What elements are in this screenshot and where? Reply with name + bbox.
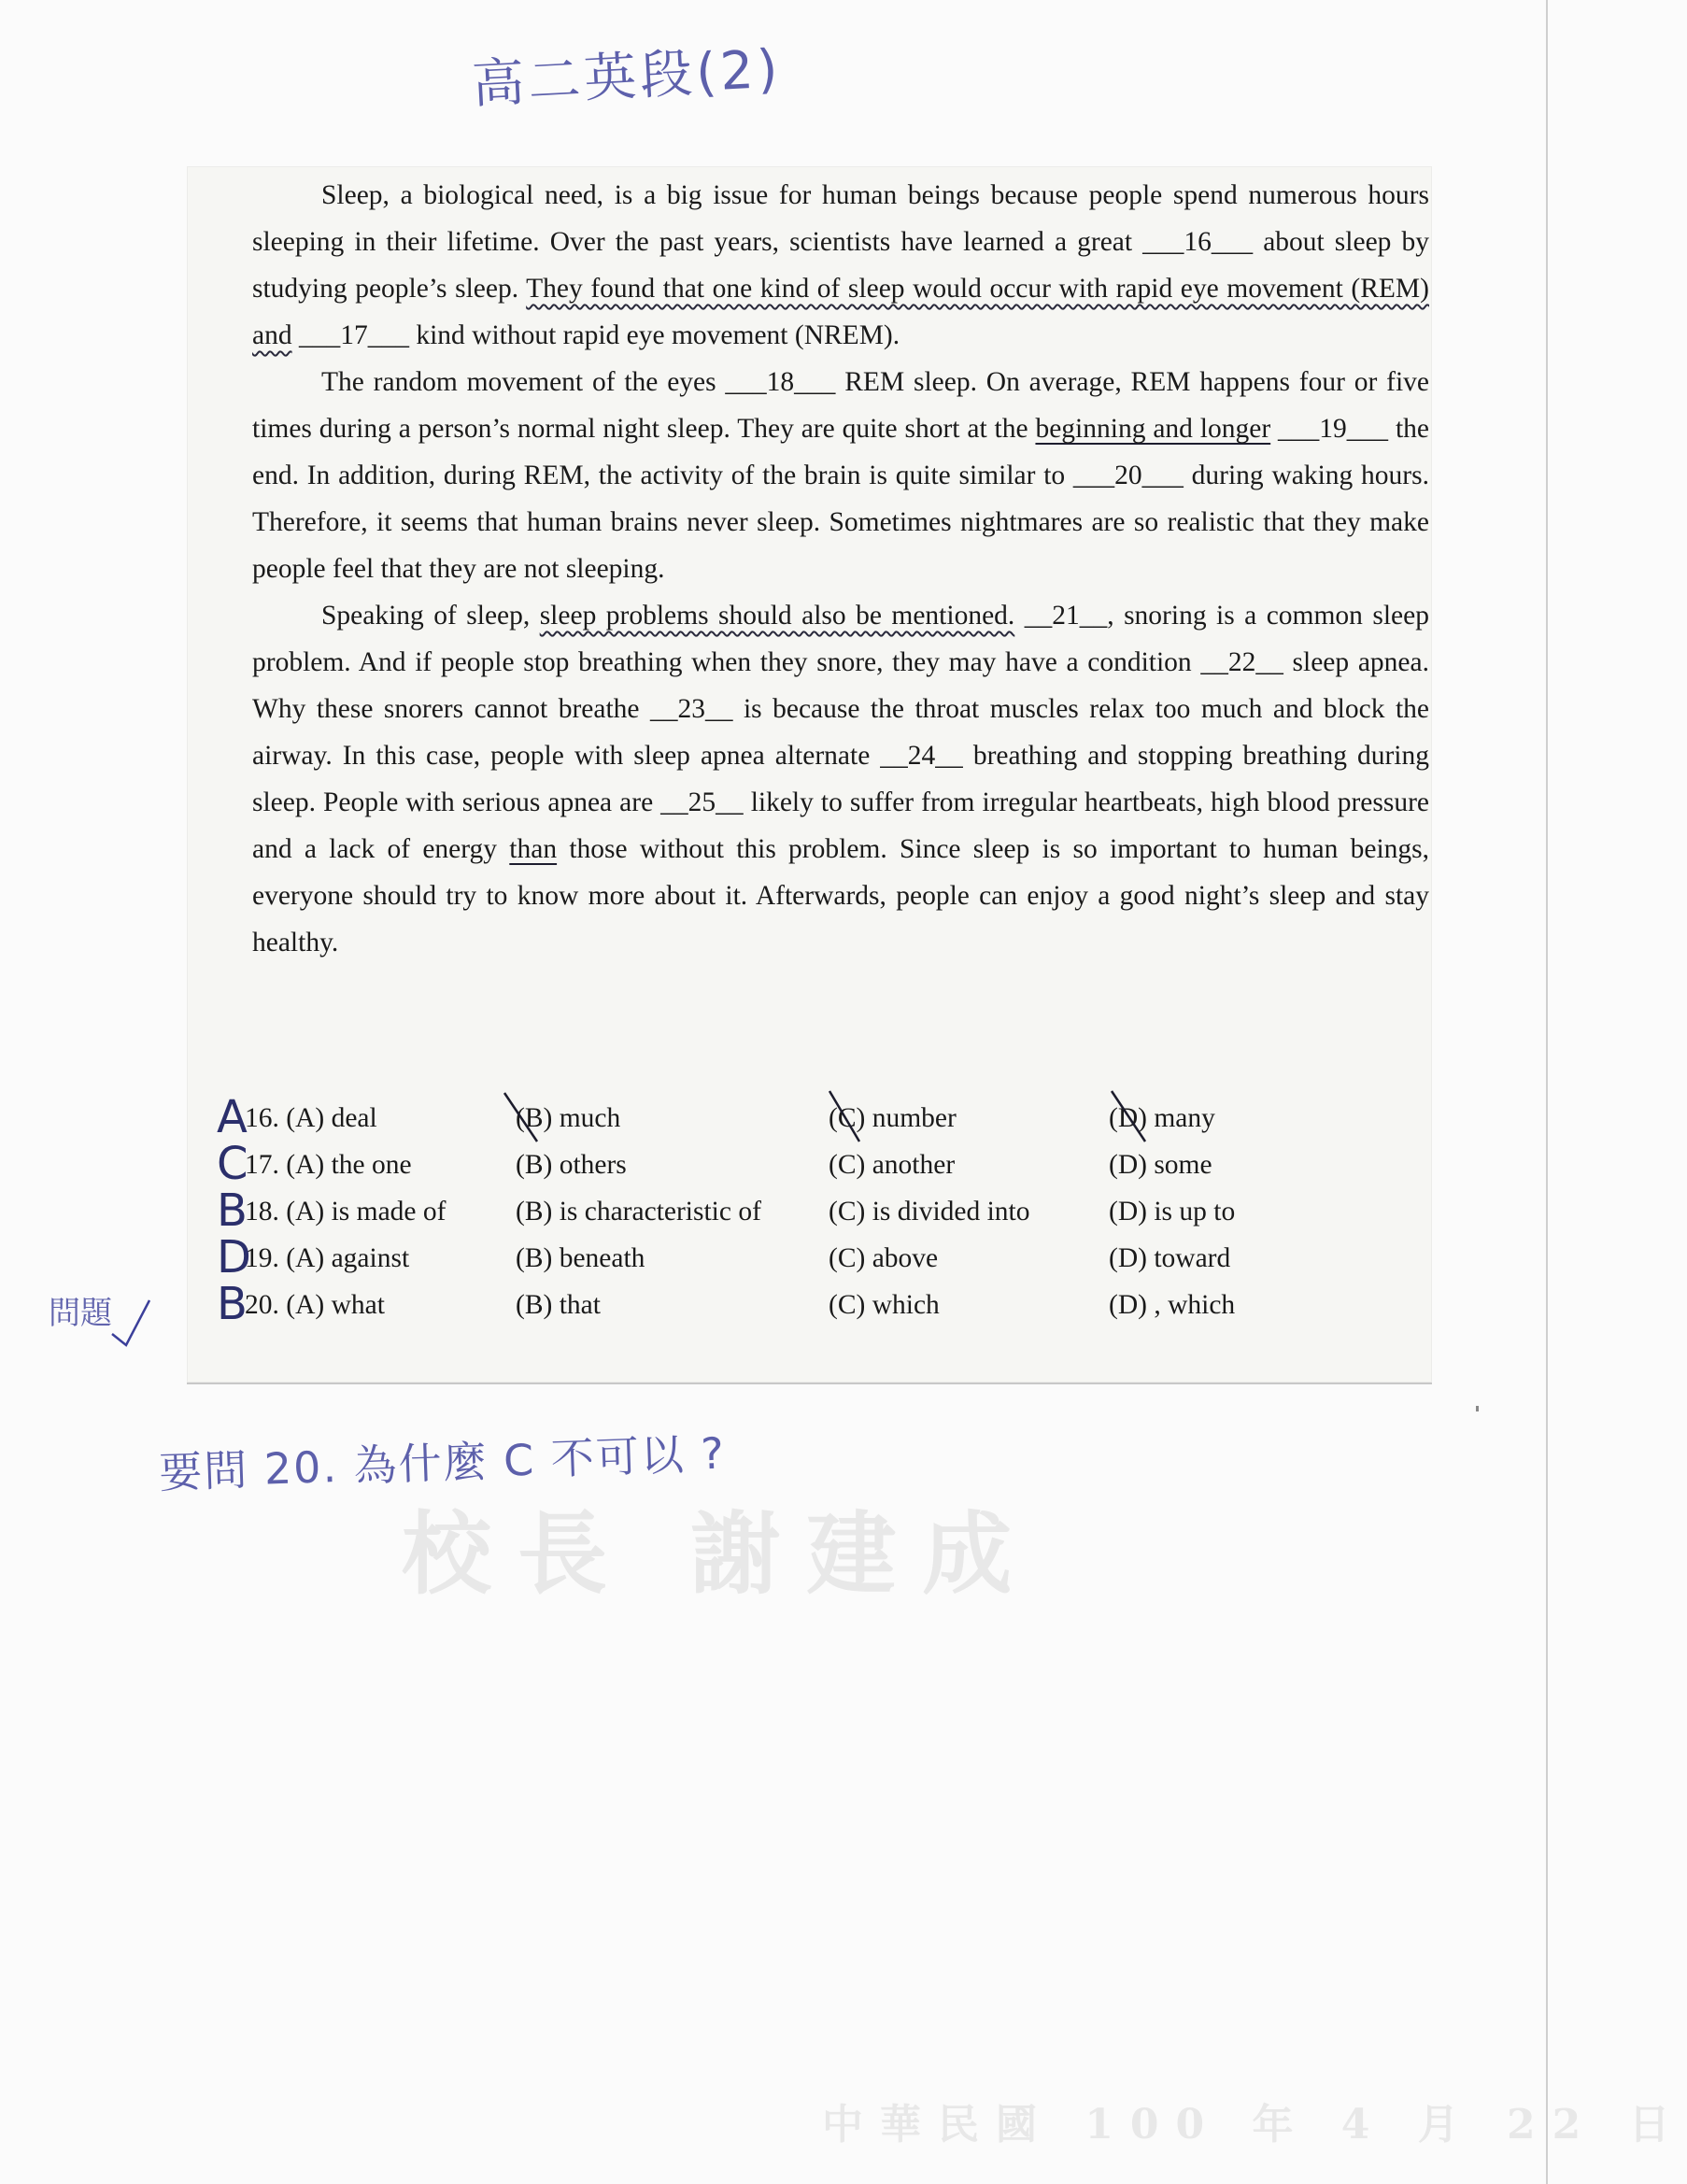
question-row bbox=[245, 1290, 1272, 1337]
option-d: (D) many bbox=[1109, 1103, 1215, 1133]
question-row bbox=[245, 1103, 1272, 1150]
option-b: (B) is characteristic of bbox=[516, 1197, 761, 1227]
bleed-through-stamp-date: 中華民國 100 年 4 月 22 日 bbox=[822, 2101, 1687, 2149]
option-d: (D) toward bbox=[1109, 1243, 1231, 1273]
p3-text-c: __21__, snoring is a common sleep problem. And if people stop breathing when they snore, they may have a condition __22__ sleep apnea. Why these snorers cannot breathe __23__ is because the throat muscles relax too much and block the airway. In this case, people with sleep apnea alternate __24__ breathing and stopping breathing during sleep. People with serious apnea are __25__ likely to suffer from irregular heartbeats, high blood pressure and a lack of energy bbox=[252, 601, 1429, 864]
option-d: (D) , which bbox=[1109, 1290, 1236, 1320]
scan-speck bbox=[1476, 1406, 1479, 1411]
p3-wavy-underlined: sleep problems should also be mentioned. bbox=[539, 601, 1015, 631]
handwritten-answer-18: B bbox=[217, 1184, 248, 1237]
p2-underlined: beginning and longer bbox=[1035, 414, 1271, 444]
p1-text-a: Sleep, a biological need, is a big issue for human beings because people spend numerous hours sleeping in their lifetime. Over the past years, scientists have learned a great ___16___ about sleep by studying people’s sleep. bbox=[252, 180, 1429, 304]
passage-paragraph-1 bbox=[252, 172, 1429, 359]
option-c: (C) another bbox=[829, 1150, 956, 1180]
answer-options bbox=[245, 1103, 1272, 1337]
option-d: (D) is up to bbox=[1109, 1197, 1236, 1227]
p3-text-e: those without this problem. Since sleep is so important to human beings, everyone should try to know more about it. Afterwards, people can enjoy a good night’s sleep and stay healthy. bbox=[252, 834, 1429, 957]
handwritten-answer-19: D bbox=[217, 1231, 251, 1283]
p2-text-c: ___19___ the end. In addition, during REM, the activity of the brain is quite similar to ___20___ during waking hours. Therefore, it seems that human brains never sleep. Sometimes nightmares are so realistic that they make people feel that they are not sleeping. bbox=[252, 414, 1429, 584]
reading-passage bbox=[252, 166, 1429, 966]
passage-paragraph-3 bbox=[252, 592, 1429, 966]
p2-text-a: The random movement of the eyes ___18___ REM sleep. On average, REM happens four or five times during a person’s normal night sleep. They are quite short at the bbox=[252, 367, 1429, 444]
option-c: (C) number bbox=[829, 1103, 957, 1133]
option-c: (C) which bbox=[829, 1290, 940, 1320]
option-b: (B) others bbox=[516, 1150, 627, 1180]
passage-paragraph-2 bbox=[252, 359, 1429, 592]
handwritten-answer-16: A bbox=[217, 1091, 248, 1143]
handwritten-question: 要問 20. 為什麼 C 不可以 ? bbox=[158, 1427, 727, 1498]
handwritten-answer-17: C bbox=[217, 1138, 248, 1190]
question-number-17: 17. (A) the one bbox=[245, 1150, 412, 1180]
question-row bbox=[245, 1197, 1272, 1243]
option-d: (D) some bbox=[1109, 1150, 1212, 1180]
bleed-through-stamp-title: 校長 謝建成 bbox=[402, 1501, 1039, 1607]
handwritten-header: 高二英段(2) bbox=[470, 38, 784, 116]
question-number-20: 20. (A) what bbox=[245, 1290, 385, 1320]
question-row bbox=[245, 1243, 1272, 1290]
question-number-19: 19. (A) against bbox=[245, 1243, 410, 1273]
p1-wavy-underlined: They found that one kind of sleep would occur with rapid eye movement (REM) and bbox=[252, 274, 1429, 350]
question-number-16: 16. (A) deal bbox=[245, 1103, 377, 1133]
question-number-18: 18. (A) is made of bbox=[245, 1197, 447, 1227]
p3-text-a: Speaking of sleep, bbox=[321, 601, 540, 631]
option-b: (B) that bbox=[516, 1290, 601, 1320]
handwritten-answer-20: B bbox=[217, 1278, 248, 1330]
check-mark-side bbox=[112, 1300, 149, 1345]
question-row bbox=[245, 1150, 1272, 1197]
option-b: (B) much bbox=[516, 1103, 621, 1133]
scan-page-edge bbox=[1546, 0, 1548, 2184]
p1-text-c: ___17___ kind without rapid eye movement (NREM). bbox=[291, 320, 900, 350]
option-b: (B) beneath bbox=[516, 1243, 645, 1273]
handwritten-side-note: 問題 bbox=[49, 1295, 112, 1332]
option-c: (C) above bbox=[829, 1243, 939, 1273]
p3-underlined-than: than bbox=[509, 834, 558, 864]
option-c: (C) is divided into bbox=[829, 1197, 1030, 1227]
